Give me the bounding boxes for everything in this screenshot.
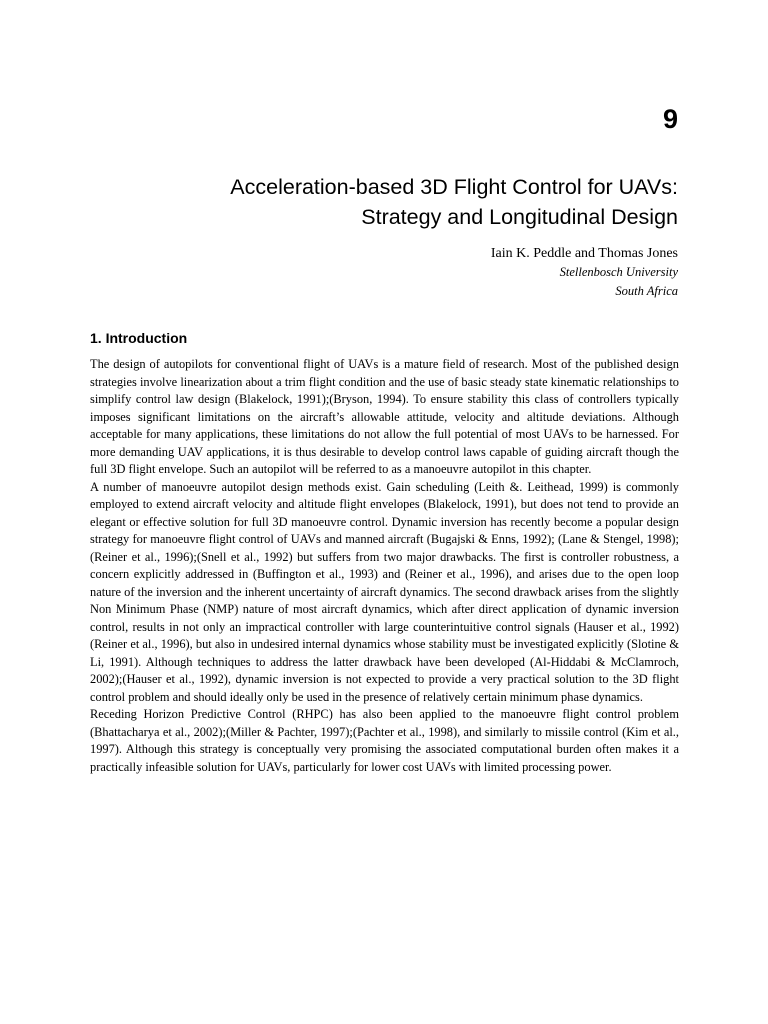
section-heading: 1. Introduction	[90, 330, 188, 346]
chapter-title	[58, 172, 678, 232]
body-text	[90, 356, 679, 776]
author-institution: Stellenbosch University	[559, 265, 678, 279]
chapter-title-line-1: Acceleration-based 3D Flight Control for UAVs:	[230, 175, 678, 199]
author-names: Iain K. Peddle and Thomas Jones	[490, 246, 678, 261]
chapter-number: 9	[662, 104, 678, 134]
author-block	[491, 244, 678, 301]
paragraph-2: A number of manoeuvre autopilot design methods exist. Gain scheduling (Leith &. Leithead, 1999) is commonly employed to extend aircraft velocity and altitude flight envelopes (Blakelock, 1991), but does not tend to provide an elegant or effective solution for full 3D manoeuvre control. Dynamic inversion has recently become a popular design strategy for manoeuvre flight control of UAVs and manned aircraft (Bugajski & Enns, 1992); (Lane & Stengel, 1998);(Reiner et al., 1996);(Snell et al., 1992) but suffers from two major drawbacks. The first is controller robustness, a concern explicitly addressed in (Buffington et al., 1993) and (Reiner et al., 1996), and arises due to the open loop nature of the inversion and the inherent uncertainty of aircraft dynamics. The second drawback arises from the slightly Non Minimum Phase (NMP) nature of most aircraft dynamics, which after direct application of dynamic inversion control, results in not only an impractical controller with large counterintuitive control signals (Hauser et al., 1992) (Reiner et al., 1996), but also in undesired internal dynamics whose stability must be investigated explicitly (Slotine & Li, 1991). Although techniques to address the latter drawback have been developed (Al-Hiddabi & McClamroch, 2002);(Hauser et al., 1992), dynamic inversion is not expected to provide a very practical solution to the 3D flight control problem and should ideally only be used in the presence of relatively certain minimum phase dynamics.	[90, 479, 679, 704]
paragraph-3: Receding Horizon Predictive Control (RHPC) has also been applied to the manoeuvre flight control problem (Bhattacharya et al., 2002);(Miller & Pachter, 1997);(Pachter et al., 1998), and similarly to missile control (Kim et al., 1997). Although this strategy is conceptually very promising the associated computational burden often makes it a practically infeasible solution for UAVs, particularly for lower cost UAVs with limited processing power.	[90, 707, 679, 774]
paragraph-1: The design of autopilots for conventional flight of UAVs is a mature field of research. Most of the published design strategies involve linearization about a trim flight condition and the use of basic steady state kinematic relationships to simplify control law design (Blakelock, 1991);(Bryson, 1994). To ensure stability this class of controllers typically imposes significant limitations on the aircraft’s allowable attitude, velocity and altitude deviations. Although acceptable for many applications, these limitations do not allow the full potential of most UAVs to be harnessed. For more demanding UAV applications, it is thus desirable to develop control laws capable of guiding aircraft though the full 3D flight envelope. Such an autopilot will be referred to as a manoeuvre autopilot in this chapter.	[90, 357, 679, 476]
author-country: South Africa	[615, 284, 678, 298]
chapter-title-line-2: Strategy and Longitudinal Design	[361, 205, 678, 229]
